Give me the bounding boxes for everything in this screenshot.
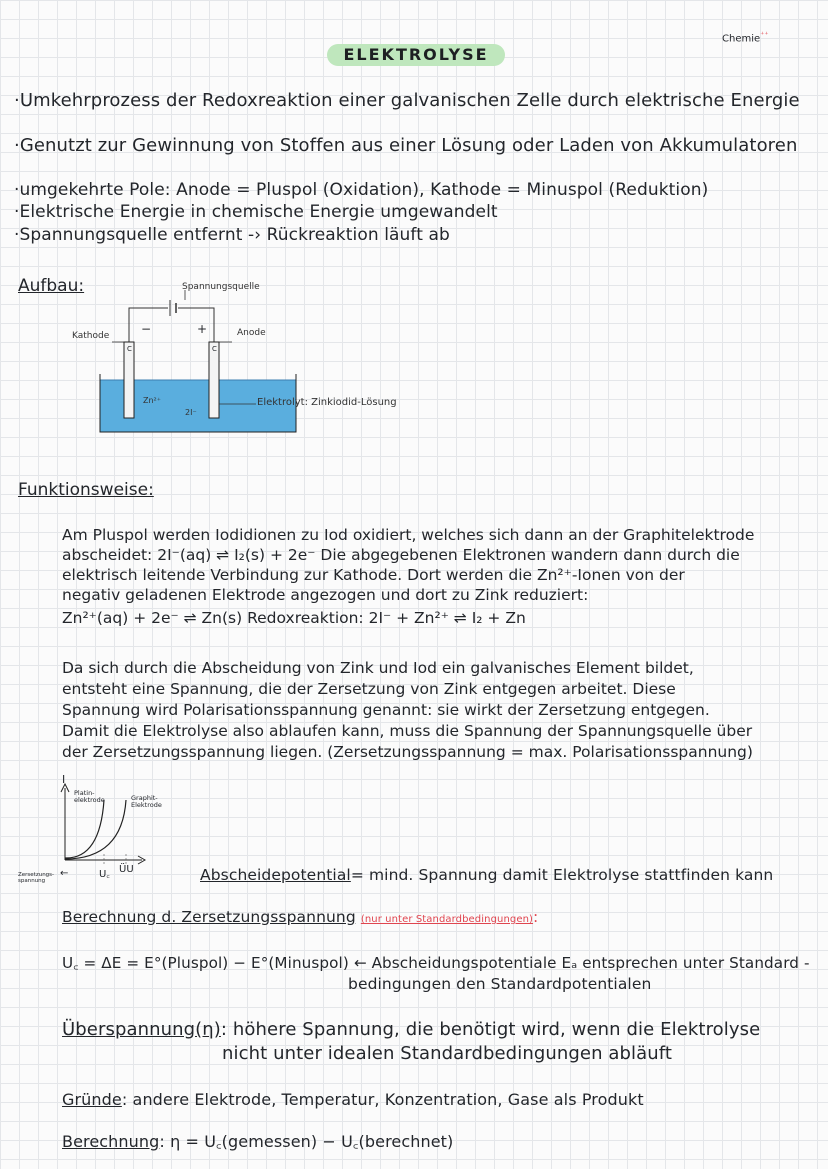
funktion-p1-line-3: elektrisch leitende Verbindung zur Kathode. Dort werden die Zn²⁺-Ionen von der [62, 566, 685, 584]
funktion-p2-line-3: Spannung wird Polarisationsspannung genannt: sie wirkt der Zersetzung entgegen. [62, 701, 710, 719]
formula-line: U꜀ = ΔE = E°(Pluspol) − E°(Minuspol) ← Abscheidungspotentiale Eₐ entsprechen unter Standard - [62, 954, 810, 972]
calc-term: Berechnung [62, 1132, 160, 1151]
funktion-heading: Funktionsweise: [18, 480, 154, 500]
electrolyte-label: Elektrolyt: Zinkiodid-Lösung [257, 397, 397, 408]
ueberspannung-cont: nicht unter idealen Standardbedingungen abläuft [222, 1043, 673, 1064]
berechnung-heading: Berechnung d. Zersetzungsspannung [62, 908, 356, 926]
electrode-c-right: C [212, 345, 217, 353]
abscheide-text: = mind. Spannung damit Elektrolyse stattfinden kann [350, 866, 774, 884]
aufbau-heading: Aufbau: [18, 276, 85, 296]
gruende-line [62, 1090, 644, 1109]
zersetzung-label: Zersetzungs-spannung [18, 872, 55, 884]
electrode-c-left: C [127, 345, 132, 353]
funktion-p2-line-4: Damit die Elektrolyse also ablaufen kann, muss die Spannung der Spannungsquelle über [62, 722, 753, 740]
berechnung-line [62, 908, 538, 926]
funktion-p2-line-2: entsteht eine Spannung, die der Zersetzung von Zink entgegen arbeitet. Diese [62, 680, 676, 698]
graphit-label: Graphit-Elektrode [131, 794, 162, 809]
calc-line [62, 1130, 453, 1152]
iodide-ion-label: 2I⁻ [185, 408, 197, 417]
graph-y-label: I [62, 773, 66, 786]
intro-line-1: ·Umkehrprozess der Redoxreaktion einer galvanischen Zelle durch elektrische Energie [14, 90, 800, 111]
wire-right [178, 308, 214, 342]
funktion-p1-line-2: abscheidet: 2I⁻(aq) ⇌ I₂(s) + 2e⁻ Die abgegebenen Elektronen wandern dann durch die [62, 546, 740, 564]
graph-arrow: ← [60, 868, 69, 879]
anode-label: Anode [237, 328, 266, 338]
gruende-text: : andere Elektrode, Temperatur, Konzentration, Gase als Produkt [121, 1090, 644, 1109]
intro-line-4: ·Elektrische Energie in chemische Energie umgewandelt [14, 202, 498, 222]
intro-line-5: ·Spannungsquelle entfernt -› Rückreaktion läuft ab [14, 225, 450, 245]
funktion-p1-line-5: Zn²⁺(aq) + 2e⁻ ⇌ Zn(s) Redoxreaktion: 2I⁻ + Zn²⁺ ⇌ I₂ + Zn [62, 609, 526, 627]
anode-electrode [209, 342, 219, 418]
funktion-p1-line-1: Am Pluspol werden Iodidionen zu Iod oxidiert, welches sich dann an der Graphitelektrode [62, 526, 755, 544]
source-label: Spannungsquelle [182, 282, 260, 292]
abscheide-line [200, 866, 773, 884]
graphit-curve [65, 800, 126, 859]
ueberspannung-line [62, 1019, 760, 1040]
zn-ion-label: Zn²⁺ [143, 396, 161, 405]
gruende-term: Gründe [62, 1090, 122, 1109]
funktion-p1-line-4: negativ geladenen Elektrode angezogen und dort zu Zink reduziert: [62, 586, 589, 604]
funktion-p2-line-1: Da sich durch die Abscheidung von Zink und Iod ein galvanisches Element bildet, [62, 659, 694, 677]
uz-label: U꜀ [99, 869, 110, 880]
cathode-label: Kathode [72, 331, 110, 341]
intro-line-3: ·umgekehrte Pole: Anode = Pluspol (Oxidation), Kathode = Minuspol (Reduktion) [14, 180, 709, 200]
funktion-p2-line-5: der Zersetzungsspannung liegen. (Zersetzungsspannung = max. Polarisationsspannung) [62, 743, 753, 761]
intro-line-2: ·Genutzt zur Gewinnung von Stoffen aus einer Lösung oder Laden von Akkumulatoren [14, 135, 798, 156]
ueberspannung-text: : höhere Spannung, die benötigt wird, wenn die Elektrolyse [220, 1019, 761, 1040]
formula-cont: bedingungen den Standardpotentialen [348, 975, 652, 993]
ueberspannung-term: Überspannung(η) [62, 1019, 221, 1040]
berechnung-colon: : [533, 908, 539, 926]
page-title: ELEKTROLYSE [327, 44, 505, 66]
calc-text: : η = U꜀(gemessen) − U꜀(berechnet) [159, 1132, 454, 1151]
electrolysis-diagram [60, 280, 440, 460]
platin-curve [65, 800, 104, 858]
brand-label: Chemie⁺⁺ [722, 30, 769, 45]
minus-sign: − [141, 322, 152, 336]
berechnung-note: (nur unter Standardbedingungen) [360, 914, 534, 925]
platin-label: Platin-elektrode [74, 789, 105, 804]
brand-mark: ⁺⁺ [760, 30, 769, 39]
plus-sign: + [197, 322, 208, 336]
ue-label: ÜU [119, 864, 134, 875]
abscheide-term: Abscheidepotential [200, 866, 351, 884]
cathode-electrode [124, 342, 134, 418]
